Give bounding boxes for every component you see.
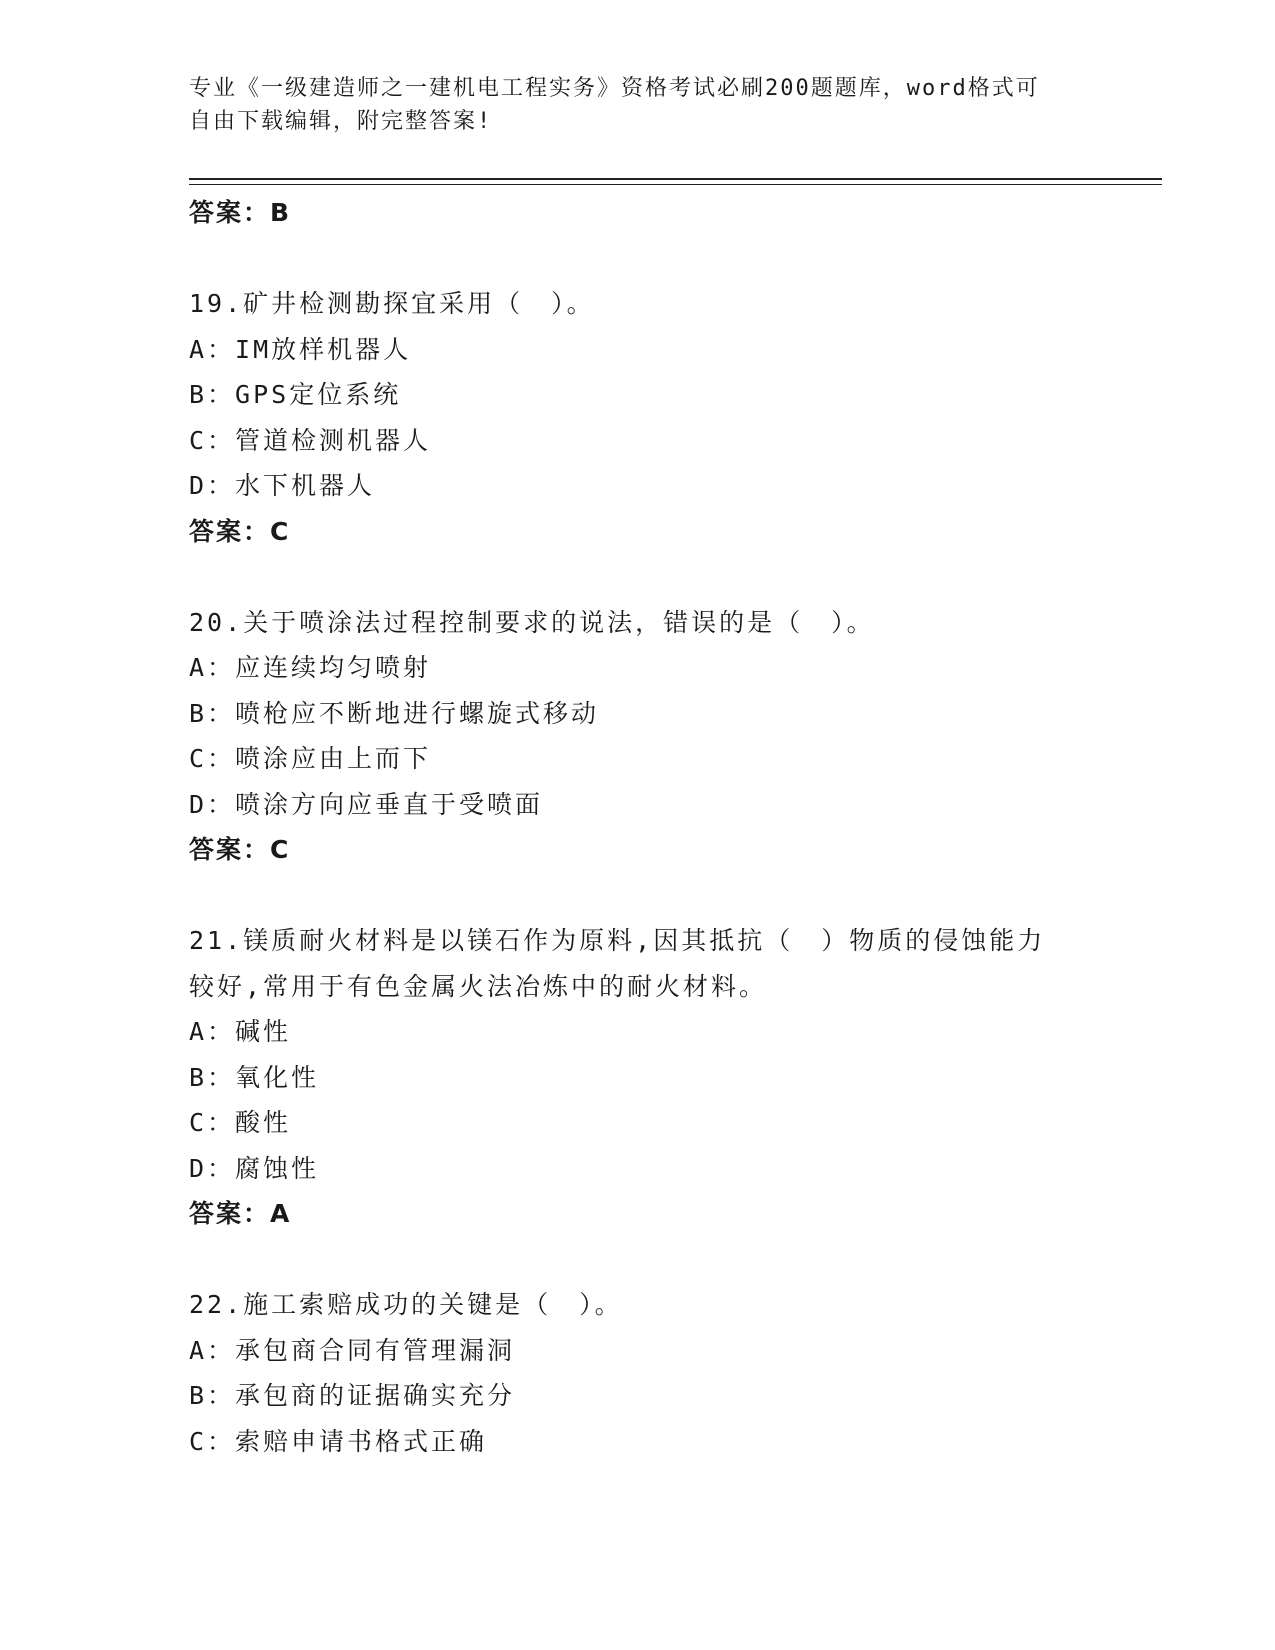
option-b: B：承包商的证据确实充分 [189,1381,516,1410]
question-stem: 19.矿井检测勘探宜采用（ ）。 [189,289,595,318]
question-stem: 20.关于喷涂法过程控制要求的说法，错误的是（ ）。 [189,607,875,637]
answer: 答案：C [189,835,291,864]
option-a: A：碱性 [189,1017,292,1046]
question-21 [189,918,1129,1237]
question-stem: 22.施工索赔成功的关键是（ ）。 [189,1290,623,1319]
question-list [189,190,1129,1464]
answer: 答案：C [189,516,291,546]
question-22 [189,1282,1129,1464]
previous-answer: 答案：B [189,198,292,227]
option-c: C：管道检测机器人 [189,425,432,455]
option-b: B：GPS定位系统 [189,380,402,409]
question-19 [189,281,1129,554]
header-divider-thick [189,178,1162,180]
document-header [189,72,1089,138]
option-c: C：索赔申请书格式正确 [189,1426,488,1456]
option-a: A：IM放样机器人 [189,334,412,364]
header-divider-thin [189,184,1162,185]
option-c: C：酸性 [189,1108,292,1137]
option-d: D：腐蚀性 [189,1153,320,1183]
option-b: B：喷枪应不断地进行螺旋式移动 [189,698,600,728]
option-b: B：氧化性 [189,1062,320,1092]
option-a: A：承包商合同有管理漏洞 [189,1335,516,1365]
spacer [189,554,1129,600]
spacer [189,1237,1129,1283]
header-line-1: 专业《一级建造师之一建机电工程实务》资格考试必刷200题题库，word格式可 [189,76,1040,101]
question-stem-line-2: 较好,常用于有色金属火法冶炼中的耐火材料。 [189,971,768,1001]
question-stem-line-1: 21.镁质耐火材料是以镁石作为原料,因其抵抗（ ）物质的侵蚀能力 [189,926,1046,955]
spacer [189,873,1129,919]
question-20 [189,600,1129,873]
option-d: D：水下机器人 [189,471,376,500]
spacer [189,236,1129,282]
option-c: C：喷涂应由上而下 [189,744,432,773]
option-a: A：应连续均匀喷射 [189,653,432,682]
header-line-2: 自由下载编辑，附完整答案! [189,109,493,134]
answer: 答案：A [189,1199,292,1228]
option-d: D：喷涂方向应垂直于受喷面 [189,789,544,819]
